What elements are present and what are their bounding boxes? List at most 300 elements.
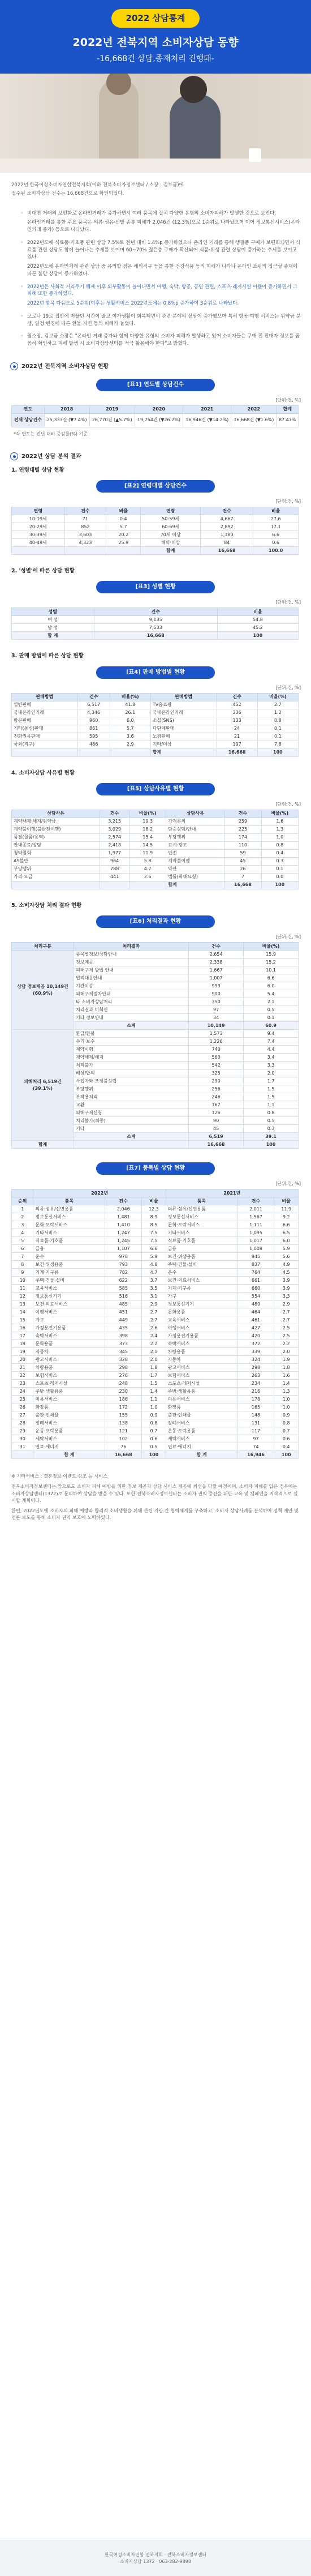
table-cell: 식료품·기호품	[33, 1237, 105, 1245]
table-row	[12, 1332, 299, 1340]
table-cell: 74	[237, 1443, 274, 1451]
table-cell: 16,668	[189, 1141, 244, 1149]
table-cell: 97	[237, 1435, 274, 1443]
table-cell: 4.4	[244, 1046, 299, 1054]
table-cell: 문화·오락서비스	[166, 1221, 237, 1229]
table-cell: 148	[237, 1411, 274, 1419]
table-cell: 1	[12, 1205, 33, 1213]
table-cell: 2,418	[100, 841, 129, 849]
table-row	[12, 1213, 299, 1221]
table-cell: 가격·요금	[12, 873, 100, 881]
table-cell: 1.1	[142, 1396, 166, 1403]
summary-bullet	[27, 333, 301, 348]
table-cell: 1.7	[244, 1077, 299, 1085]
table-cell: 합 계	[33, 1451, 105, 1459]
table-cell: 6.0	[110, 717, 150, 725]
table-cell: 사업자와 조정불성립	[74, 1077, 189, 1085]
table-cell: 14.5	[129, 841, 166, 849]
table-cell: 486	[77, 741, 110, 748]
table-cell: 보건·의료서비스	[166, 1277, 237, 1285]
table-cell: 263	[237, 1372, 274, 1380]
subsection-title: 5. 소비자상담 처리 결과 현황	[11, 902, 82, 909]
table-cell: 타 소비자상담처리	[74, 998, 189, 1006]
table-cell: 2.5	[274, 1324, 299, 1332]
table-cell: 0.9	[142, 1411, 166, 1419]
table-row	[12, 943, 299, 951]
table-row	[12, 1356, 299, 1364]
table-unit: [단위:건, %]	[275, 934, 301, 939]
table-shape	[0, 159, 311, 173]
table-header-cell: 처리구분	[12, 943, 74, 951]
table-cell: 10,149	[189, 1022, 244, 1030]
table-cell: 0.9	[274, 1411, 299, 1419]
table-cell: 해외·미상	[141, 539, 201, 547]
table-cell	[12, 1451, 33, 1459]
table-row	[12, 1285, 299, 1293]
table-cell: 2	[12, 1213, 33, 1221]
table-cell: 4.8	[142, 1261, 166, 1269]
table-cell: 보건·위생용품	[33, 1261, 105, 1269]
table-cell: 978	[105, 1253, 142, 1261]
table-cell: 852	[64, 523, 106, 531]
table-row	[12, 701, 299, 709]
closing-line: 전북소비자정보센터는 앞으로도 소비자 피해 예방을 위한 정보 제공과 상담 서비스 제공에 최선을 다할 예정이며, 소비자 피해를 입은 경우에는 소비자상담센터(1372)로 문의하여 상담을 받을 수 있다. 또한 전북소비자정보센터는 소비자 권익 증진을 위한 교육 및 캠페인을 지속적으로 실시할 계획이다.	[11, 1483, 298, 1503]
table-cell: 10-19세	[12, 515, 65, 523]
table-cell: 585	[105, 1285, 142, 1293]
person-head-shape	[180, 76, 207, 103]
table-cell: 1.7	[142, 1372, 166, 1380]
table-cell: 주방·생활용품	[33, 1388, 105, 1396]
table-cell: 처리불가(최종)	[74, 1117, 189, 1125]
table-cell: 5.7	[110, 725, 150, 733]
table-row	[12, 1443, 299, 1451]
age-table	[11, 507, 299, 555]
section-title: 2022년 상담 분석 결과	[10, 452, 311, 461]
table-row	[12, 717, 299, 725]
table-header-cell: 비율(%)	[257, 693, 298, 701]
year-header-cell: 2021년	[166, 1189, 298, 1197]
table-cell: 595	[77, 733, 110, 741]
table-cell: 2.9	[110, 741, 150, 748]
table-cell: 554	[237, 1293, 274, 1300]
table-cell: 4.7	[142, 1269, 166, 1277]
table-cell: 기타 정보안내	[74, 1014, 189, 1022]
table-cell: 숙박서비스	[33, 1332, 105, 1340]
table-cell: 자동차	[33, 1348, 105, 1356]
table-cell: 0.7	[274, 1427, 299, 1435]
table-row	[12, 1277, 299, 1285]
table-row	[12, 833, 299, 841]
table-cell: 100	[274, 1451, 299, 1459]
table-header-cell: 비율	[142, 1197, 166, 1205]
consultation-photo	[0, 74, 311, 173]
table-row	[12, 951, 299, 958]
table-cell: 793	[105, 1261, 142, 1269]
table-cell: 8	[12, 1261, 33, 1269]
table-header-cell: 건수	[77, 693, 110, 701]
table-cell: 2.7	[274, 1316, 299, 1324]
page-subtitle: -16,668건 상담,종재처리 진행돼-	[97, 54, 214, 63]
table-row	[12, 1396, 299, 1403]
table-cell: 16,668	[105, 1451, 142, 1459]
table-cell: 60.9	[244, 1022, 299, 1030]
table-cell: 교육서비스	[166, 1316, 237, 1324]
table-cell: 26	[12, 1403, 33, 1411]
table-row	[12, 1237, 299, 1245]
table-cell: 1.5	[244, 1085, 299, 1093]
table-row	[12, 1380, 299, 1388]
table-cell: 1.0	[274, 1403, 299, 1411]
table-cell: 합 계	[12, 632, 94, 640]
table-cell: 1.0	[274, 1396, 299, 1403]
table-cell: 계약불이행	[166, 857, 224, 865]
table-cell: 1,095	[237, 1229, 274, 1237]
table-cell: 차량용품	[166, 1348, 237, 1356]
table-row	[12, 1340, 299, 1348]
table-block	[0, 783, 311, 889]
table-cell: 350	[189, 998, 244, 1006]
table-cell: 3	[12, 1221, 33, 1229]
table-cell: 1,107	[105, 1245, 142, 1253]
table-cell: 435	[105, 1324, 142, 1332]
table-cell: 금융	[166, 1245, 237, 1253]
table-cell: 합계	[141, 547, 201, 555]
table-cell: 960	[77, 717, 110, 725]
table-cell: 2,892	[201, 523, 253, 531]
table-header-cell: 품목	[166, 1197, 237, 1205]
table-row	[12, 547, 299, 555]
table-cell: 처리결과 미회신	[74, 1006, 189, 1014]
table-cell: 6,519	[189, 1133, 244, 1141]
table-cell: 1,573	[189, 1030, 244, 1038]
table-cell: 1.6	[261, 818, 298, 825]
table-cell: 기타(통신)판매	[12, 725, 78, 733]
table-cell: 금융	[33, 1245, 105, 1253]
table-cell: 100	[217, 632, 298, 640]
table-cell: 34	[189, 1014, 244, 1022]
table-cell: 19	[12, 1348, 33, 1356]
table-cell: 5.9	[142, 1253, 166, 1261]
table-cell: 세탁서비스	[166, 1435, 237, 1443]
table-cell: 167	[189, 1101, 244, 1109]
table-title: [표6] 처리결과 현황	[96, 915, 215, 928]
table-cell: 138	[105, 1419, 142, 1427]
table-cell: 12	[12, 1293, 33, 1300]
table-cell: 2.9	[142, 1300, 166, 1308]
table-cell: 부당행위	[74, 1085, 189, 1093]
table-unit: [단위:건, %]	[275, 397, 301, 403]
table-title: [표5] 상담사유별 현황	[96, 783, 215, 795]
table-cell: 출판·인쇄물	[33, 1411, 105, 1419]
table-cell: 6	[12, 1245, 33, 1253]
table-cell: 2.7	[142, 1316, 166, 1324]
table-unit: [단위:건, %]	[275, 600, 301, 605]
table-cell: 14	[12, 1308, 33, 1316]
table-cell: 여 성	[12, 616, 94, 624]
table-row	[12, 1293, 299, 1300]
table-cell: 16,668	[224, 881, 261, 889]
table-row	[12, 1205, 299, 1213]
subsection-title: 4. 소비자상담 사유별 현황	[11, 769, 75, 776]
table-cell: 품목별정보/상담안내	[74, 951, 189, 958]
table-cell: 16,946	[237, 1451, 274, 1459]
table-cell: 178	[237, 1396, 274, 1403]
table-cell: 9.4	[244, 1030, 299, 1038]
table-cell: 100	[244, 1141, 299, 1149]
table-cell: 298	[105, 1364, 142, 1372]
table-cell: 0.6	[253, 539, 299, 547]
table-header-cell: 비율	[274, 1197, 299, 1205]
table-row	[12, 1141, 299, 1149]
table-cell: 71	[64, 515, 106, 523]
table-cell: 276	[105, 1372, 142, 1380]
table-header-cell: 2019	[89, 405, 135, 413]
table-header-cell: 건수	[64, 507, 106, 515]
bullet-line: ◦ 월소장, 김보금 소장은 "온라인 거래 증가와 함께 다양한 유형의 소비자 피해가 발생하고 있어 소비자들은 구매 전 판매자 정보를 꼼꼼히 확인하고 피해 발생 시 소비자상담센터를 적극 활용해야 한다"고 밝혔다.	[27, 333, 300, 346]
table-cell: 1,567	[237, 1213, 274, 1221]
table-cell: 주택·건물·설비	[166, 1261, 237, 1269]
table-cell: 장례서비스	[33, 1419, 105, 1427]
table-cell: 환급/환불	[74, 1030, 189, 1038]
table-cell: 가격문의	[166, 818, 224, 825]
table-cell: 398	[105, 1332, 142, 1340]
table-header-cell: 건수	[94, 608, 217, 616]
table-cell: 1.3	[261, 825, 298, 833]
table-cell: 1,111	[237, 1221, 274, 1229]
table-header-cell: 건수	[105, 1197, 142, 1205]
table-title: [표7] 품목별 상담 현황	[96, 1162, 215, 1175]
subsection-title: 2. '성별'에 따른 상담 현황	[11, 568, 75, 574]
table-cell: 155	[105, 1411, 142, 1419]
table-cell: 보건·위생용품	[166, 1253, 237, 1261]
cup-shape	[249, 148, 261, 162]
table-header-cell: 상담사유	[12, 810, 100, 818]
table-cell: 연료·에너지	[166, 1443, 237, 1451]
table-cell: 23	[12, 1380, 33, 1388]
table-cell: 993	[189, 982, 244, 990]
table-cell: 39.1	[244, 1133, 299, 1141]
table-cell: 60-69세	[141, 523, 201, 531]
table-cell: 4,323	[64, 539, 106, 547]
table-header-cell: 2020	[135, 405, 183, 413]
table-cell: 1.0	[142, 1403, 166, 1411]
table-cell: 246	[189, 1093, 244, 1101]
table-header-cell: 처리결과	[74, 943, 189, 951]
table-cell: 661	[237, 1277, 274, 1285]
table-cell: 126	[189, 1109, 244, 1117]
table-cell: 0.5	[244, 1117, 299, 1125]
table-cell: 0.8	[257, 717, 298, 725]
table-row	[12, 515, 299, 523]
table-cell: 324	[237, 1356, 274, 1364]
table-cell: 품질(물품/용역)	[12, 833, 100, 841]
table-cell: 16,668	[201, 547, 253, 555]
table-cell: 373	[105, 1340, 142, 1348]
table-cell: 안전	[166, 849, 224, 857]
table-cell: 1.0	[261, 833, 298, 841]
table-cell: 1.8	[274, 1364, 299, 1372]
table-row	[12, 1316, 299, 1324]
table-cell: 290	[189, 1077, 244, 1085]
table-cell: 가구	[166, 1293, 237, 1300]
table-row	[12, 1030, 299, 1038]
table-cell: 6.6	[142, 1245, 166, 1253]
section-bullet-icon	[10, 452, 18, 460]
table-header-cell: 순위	[12, 1197, 33, 1205]
table-cell: 1,247	[105, 1229, 142, 1237]
table-cell: 운동·오락용품	[33, 1427, 105, 1435]
subsection-title: 1. 연령대별 상담 현황	[11, 467, 64, 473]
summary-bullet	[27, 284, 301, 307]
table-cell: 기관이송	[74, 982, 189, 990]
table-cell: 17	[12, 1332, 33, 1340]
table-cell: 기계·기구류	[166, 1285, 237, 1293]
table-row	[12, 413, 299, 427]
table-cell: 3,029	[100, 825, 129, 833]
table-cell: 15	[12, 1316, 33, 1324]
table-row	[12, 865, 299, 873]
table-header-cell: 판매방법	[150, 693, 217, 701]
table-cell: 489	[237, 1300, 274, 1308]
bullet-line: 2022년도에 온라인거래 관련 상담 중 유의할 점은 해외직구 등을 통한 건강식품 등의 피해가 나타나 온라인 쇼핑의 접근성 증대에 따른 불만 상담이 증가하였다.	[27, 264, 298, 277]
subsection-title: 3. 판매 방법에 따른 상담 현황	[11, 653, 84, 660]
table-cell: 15.9	[244, 951, 299, 958]
table-header-cell: 건수	[224, 810, 261, 818]
section-bullet-icon	[10, 362, 18, 370]
table-row	[12, 1372, 299, 1380]
table-cell: 2,654	[189, 951, 244, 958]
table-cell: 26.1	[110, 709, 150, 717]
table-header-cell: 판매방법	[12, 693, 78, 701]
table-cell: 19.3	[129, 818, 166, 825]
summary-bullet	[27, 239, 301, 278]
table-row	[12, 1197, 299, 1205]
table-header-cell: 비율	[217, 608, 298, 616]
table-cell: 1.4	[274, 1380, 299, 1388]
table-cell: 11	[12, 1285, 33, 1293]
group-label-cell: 상담 정보제공 10,149건 (60.9%)	[12, 951, 74, 1030]
table-cell: 117	[237, 1427, 274, 1435]
table-cell: 정보통신기기	[166, 1300, 237, 1308]
table-cell: 정보통신서비스	[33, 1213, 105, 1221]
table-block	[0, 480, 311, 555]
table-header-cell: 비율	[106, 507, 141, 515]
table-cell: 자동차	[166, 1356, 237, 1364]
table-cell: 1,007	[189, 974, 244, 982]
table-cell: 약관	[166, 865, 224, 873]
table-cell: 76	[105, 1443, 142, 1451]
table-cell: 청약철회	[12, 849, 100, 857]
table-row	[12, 632, 299, 640]
closing-line: 한편, 2022년도에 소비자의 피해 예방과 합리적 소비생활을 위해 관련 기관 간 협력체계를 구축하고, 소비자 상담사례를 분석하여 정책 제안 및 언론 보도를 통해 소비자 권익 보호에 노력하였다.	[11, 1508, 299, 1521]
intro-line: 2022년 한국여성소비자연합전북지회(이하 전북소비자정보센터 / 소장 : 김보금)에	[11, 182, 184, 188]
bullet-line: ◦ 2022년은 사회적 거리두기 해제 이후 외부활동이 늘어나면서 여행, 숙박, 항공, 공연 관련, 스포츠·레저시설 이용이 증가하면서 그 피해 또한 증가하였다.	[27, 284, 298, 297]
table-cell: 40-49세	[12, 539, 65, 547]
table-cell: 전화권유판매	[12, 733, 78, 741]
footer	[0, 2540, 311, 2576]
table-cell: 3,603	[64, 531, 106, 539]
table-cell: 59	[224, 849, 261, 857]
table-cell: 131	[237, 1419, 274, 1427]
table-cell: 피해구제절차안내	[74, 990, 189, 998]
table-row	[12, 1261, 299, 1269]
table-cell	[12, 547, 65, 555]
table-row	[12, 857, 299, 865]
table-cell: 0.1	[257, 733, 298, 741]
table-row	[12, 1419, 299, 1427]
table-cell: 15.4	[129, 833, 166, 841]
table-cell: 3.5	[142, 1285, 166, 1293]
table-cell: 문화용품	[166, 1308, 237, 1316]
table-cell: 부당행위	[166, 833, 224, 841]
table-cell: 2,338	[189, 958, 244, 966]
table-cell: 1.8	[142, 1364, 166, 1372]
table-row	[12, 693, 299, 701]
table-cell: 합 계	[166, 1451, 237, 1459]
table-cell: 2.1	[142, 1348, 166, 1356]
table-header-cell: 연도	[12, 405, 45, 413]
table-title: [표3] 성별 현황	[96, 581, 215, 593]
table-row	[12, 841, 299, 849]
table-row	[12, 733, 299, 741]
table-cell: 화장품	[166, 1403, 237, 1411]
table-cell: 325	[189, 1069, 244, 1077]
table-row	[12, 405, 299, 413]
table-block	[0, 581, 311, 640]
table-cell: 5.6	[274, 1253, 299, 1261]
table-cell: 121	[105, 1427, 142, 1435]
table-cell: 8.9	[142, 1213, 166, 1221]
table-cell: 451	[105, 1308, 142, 1316]
table-cell: 4.9	[274, 1261, 299, 1269]
table-cell: 259	[224, 818, 261, 825]
table-cell: 식료품·기호품	[166, 1237, 237, 1245]
table-cell: 표시·광고	[166, 841, 224, 849]
table-cell: 차량용품	[33, 1364, 105, 1372]
table-cell: 3.3	[244, 1062, 299, 1069]
table-cell: 660	[237, 1285, 274, 1293]
table-block	[0, 915, 311, 1149]
table-cell: 2.0	[142, 1356, 166, 1364]
table-cell: 70세 이상	[141, 531, 201, 539]
table-cell: 11.9	[274, 1205, 299, 1213]
table-cell: 출판·인쇄물	[166, 1411, 237, 1419]
table-cell: 기계·기구류	[33, 1269, 105, 1277]
table-block	[0, 1162, 311, 1459]
table-cell: 3.4	[244, 1054, 299, 1062]
table-row	[12, 709, 299, 717]
table-cell: 100.0	[253, 547, 299, 555]
table-row	[12, 531, 299, 539]
table-header-cell: 비율(%)	[244, 943, 299, 951]
table-cell: 740	[189, 1046, 244, 1054]
table-cell: 20	[12, 1356, 33, 1364]
table-cell: 26	[224, 865, 261, 873]
table-cell: 4.5	[274, 1269, 299, 1277]
table-cell: 1,410	[105, 1221, 142, 1229]
table-cell: 0.1	[244, 1014, 299, 1022]
table-unit: [단위:건, %]	[275, 801, 301, 807]
table-cell: 464	[237, 1308, 274, 1316]
table-cell: 26,770건 (▲5.7%)	[89, 413, 135, 427]
table-cell: 10.1	[244, 966, 299, 974]
table-cell: 8.5	[142, 1221, 166, 1229]
table-cell: 여행서비스	[33, 1308, 105, 1316]
table-cell: 연료·에너지	[33, 1443, 105, 1451]
table-cell: 427	[237, 1324, 274, 1332]
table-header-cell: 건수	[217, 693, 257, 701]
table-unit: [단위:건, %]	[275, 1181, 301, 1186]
